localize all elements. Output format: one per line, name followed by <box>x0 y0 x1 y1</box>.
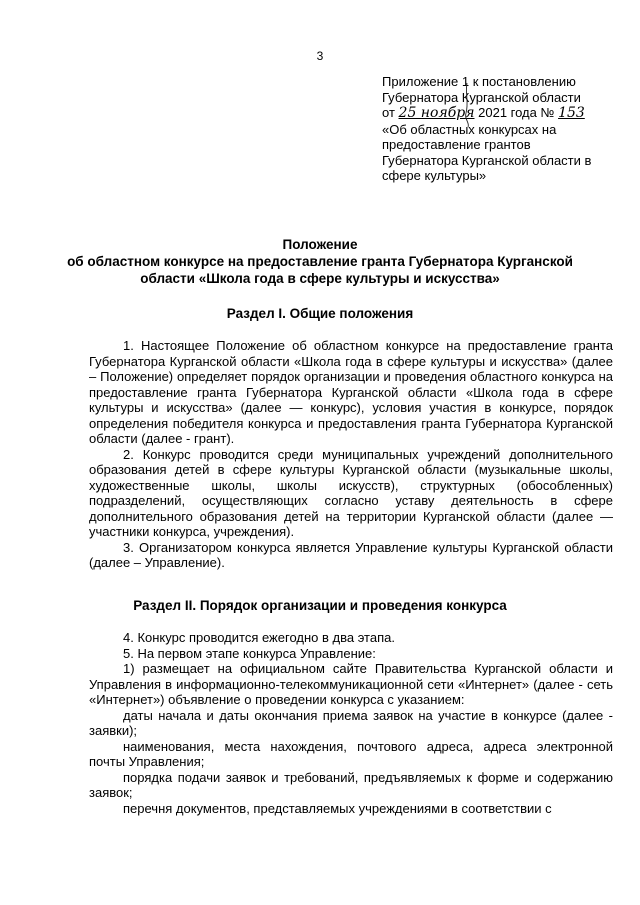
paragraph-4: 4. Конкурс проводится ежегодно в два этапа. <box>123 630 395 645</box>
paragraph-dates: даты начала и даты окончания приема заявок на участие в конкурсе (далее - заявки); <box>89 707 613 738</box>
paragraph-names: наименования, места нахождения, почтового адреса, адреса электронной почты Управления; <box>89 738 613 769</box>
section-2-heading: Раздел II. Порядок организации и проведения конкурса <box>133 598 507 613</box>
appendix-block <box>382 74 622 184</box>
paragraph-order: порядка подачи заявок и требований, предъявляемых к форме и содержанию заявок; <box>89 769 613 800</box>
handwritten-date: 25 ноября <box>398 105 475 121</box>
section-1-heading: Раздел I. Общие положения <box>226 306 414 321</box>
appendix-line-5: предоставление грантов <box>382 137 531 152</box>
title-line-2: об областном конкурсе на предоставление гранта Губернатора Курганской <box>67 254 573 269</box>
document-title <box>0 236 640 287</box>
appendix-line-1: Приложение 1 к постановлению <box>382 74 576 89</box>
signature-stroke <box>466 83 469 127</box>
paragraph-5-1: 1) размещает на официальном сайте Правительства Курганской области и Управления в информационно-телекоммуникационной сети «Интернет» (далее - сеть «Интернет») объявление о проведении конкурса с указанием: <box>89 661 613 707</box>
paragraph-3: 3. Организатором конкурса является Управление культуры Курганской области (далее – Управление). <box>89 539 613 570</box>
appendix-line-4: «Об областных конкурсах на <box>382 121 557 137</box>
paragraph-1: 1. Настоящее Положение об областном конкурсе на предоставление гранта Губернатора Курганской области «Школа года в сфере культуры и искусства» (далее – Положение) определяет порядок организации и проведения областного конкурса на предоставление гранта Губернатора Курганской области «Школа года в сфере культуры и искусства» (далее — конкурс), условия участия в конкурсе, порядок определения победителя конкурса и предоставления гранта Губернатора Курганской области (далее - грант). <box>89 338 613 446</box>
appendix-line-7: сфере культуры» <box>382 168 487 183</box>
title-line-1: Положение <box>282 237 358 252</box>
paragraph-5: 5. На первом этапе конкурса Управление: <box>123 645 376 661</box>
page-number: 3 <box>316 49 324 63</box>
handwritten-number: 153 <box>558 105 585 121</box>
appendix-line-2: Губернатора Курганской области <box>382 89 581 105</box>
paragraph-list: перечня документов, представляемых учреждениями в соответствии с <box>123 800 552 816</box>
section-1-body <box>89 338 613 571</box>
appendix-line-6: Губернатора Курганской области в <box>382 152 592 168</box>
signature-scribble-icon <box>437 79 497 129</box>
section-2-body <box>89 630 613 816</box>
paragraph-2: 2. Конкурс проводится среди муниципальных учреждений дополнительного образования детей в сфере культуры Курганской области (музыкальные школы, художественные школы, школы искусств), структурных (обособленных) подразделений, осуществляющих согласно уставу деятельность в сфере дополнительного образования детей на территории Курганской области (далее — участники конкурса, учреждения). <box>89 446 613 539</box>
date-suffix: 2021 года № <box>478 105 555 120</box>
date-prefix: от <box>382 105 395 120</box>
title-line-3: области «Школа года в сфере культуры и искусства» <box>140 271 500 286</box>
appendix-date-line <box>382 105 622 122</box>
